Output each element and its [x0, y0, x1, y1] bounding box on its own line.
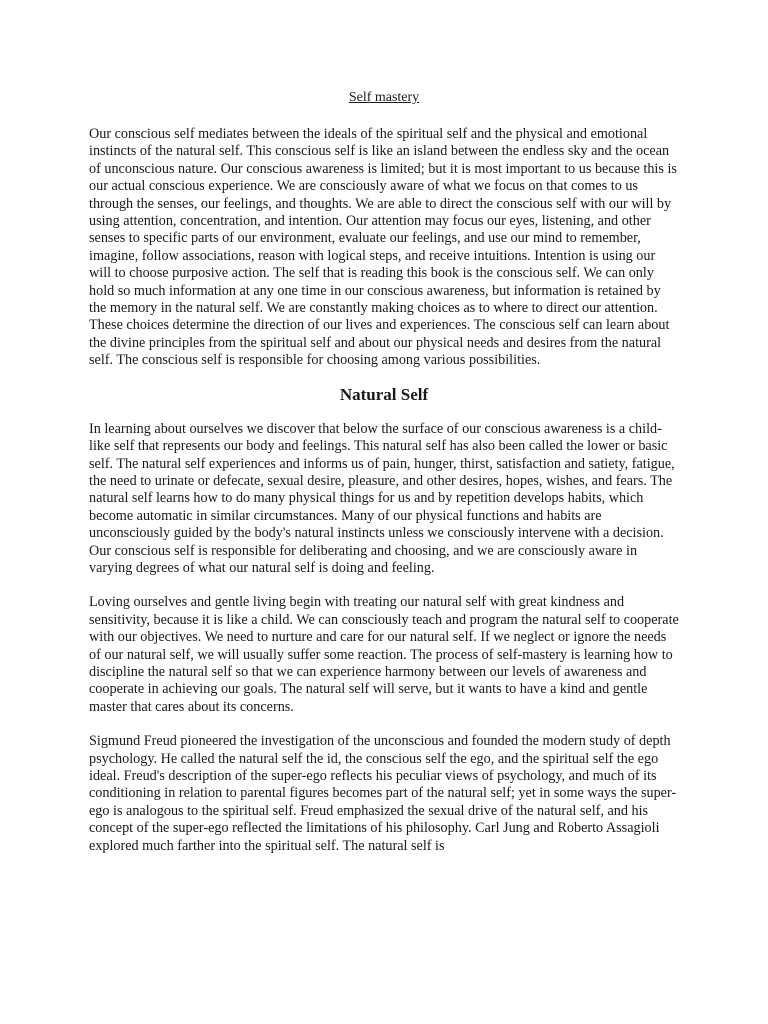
body-paragraph-2: Loving ourselves and gentle living begin with treating our natural self with great kindness and sensitivity, because it is like a child. We can consciously teach and program the natural self to cooperate with our objectives. We need to nurture and care for our natural self. If we neglect or ignore the needs of our natural self, we will usually suffer some reaction. The process of self-mastery is learning how to discipline the natural self so that we can experience harmony between our levels of awareness and cooperate in achieving our goals. The natural self will serve, but it wants to have a kind and gentle master that cares about its concerns. — [89, 594, 679, 715]
body-paragraph-3: Sigmund Freud pioneered the investigation of the unconscious and founded the modern study of depth psychology. He called the natural self the id, the conscious self the ego, and the spiritual self the ego ideal. Freud's description of the super-ego reflects his peculiar views of psychology, and much of its conditioning in relation to parental figures becomes part of the natural self; yet in some ways the super-ego is analogous to the spiritual self. Freud emphasized the sexual drive of the natural self, and his concept of the super-ego reflected the limitations of his philosophy. Carl Jung and Roberto Assagioli explored much farther into the spiritual self. The natural self is — [89, 733, 677, 854]
document-title: Self mastery — [348, 90, 420, 105]
body-paragraph-1: In learning about ourselves we discover that below the surface of our conscious awareness is a child-like self that represents our body and feelings. This natural self has also been called the lower or basic self. The natural self experiences and informs us of pain, hunger, thirst, satisfaction and satiety, fatigue, the need to urinate or defecate, sexual desire, pleasure, and other desires, hopes, wishes, and fears. The natural self learns how to do many physical things for us and by repetition develops habits, which become automatic in similar circumstances. Many of our physical functions and habits are unconsciously guided by the body's natural instincts unless we consciously intervene with a decision. Our conscious self is responsible for deliberating and choosing, and we are consciously aware in varying degrees of what our natural self is doing and feeling. — [89, 420, 675, 576]
paragraph-gap — [89, 716, 679, 733]
intro-paragraph: Our conscious self mediates between the ideals of the spiritual self and the physical and emotional instincts of the natural self. This conscious self is like an island between the endless sky and the ocean of unconscious nature. Our conscious awareness is limited; but it is most important to us because this is our actual conscious experience. We are consciously aware of what we focus on that comes to us through the senses, our feelings, and thoughts. We are able to direct the conscious self with our will by using attention, concentration, and intention. Our attention may focus our eyes, listening, and other senses to specific parts of our environment, evaluate our feelings, and use our mind to remember, imagine, follow associations, reason with logical steps, and receive intuitions. Intention is using our will to choose purposive action. The self that is reading this book is the conscious self. We can only hold so much information at any one time in our conscious awareness, but information is retained by the memory in the natural self. We are constantly making choices as to where to direct our attention. These choices determine the direction of our lives and experiences. The conscious self can learn about the divine principles from the spiritual self and about our physical needs and desires from the natural self. The conscious self is responsible for choosing among various possibilities. — [89, 126, 677, 369]
document-page — [89, 88, 679, 855]
paragraph-gap — [89, 577, 679, 594]
section-heading-natural-self: Natural Self — [339, 384, 429, 404]
